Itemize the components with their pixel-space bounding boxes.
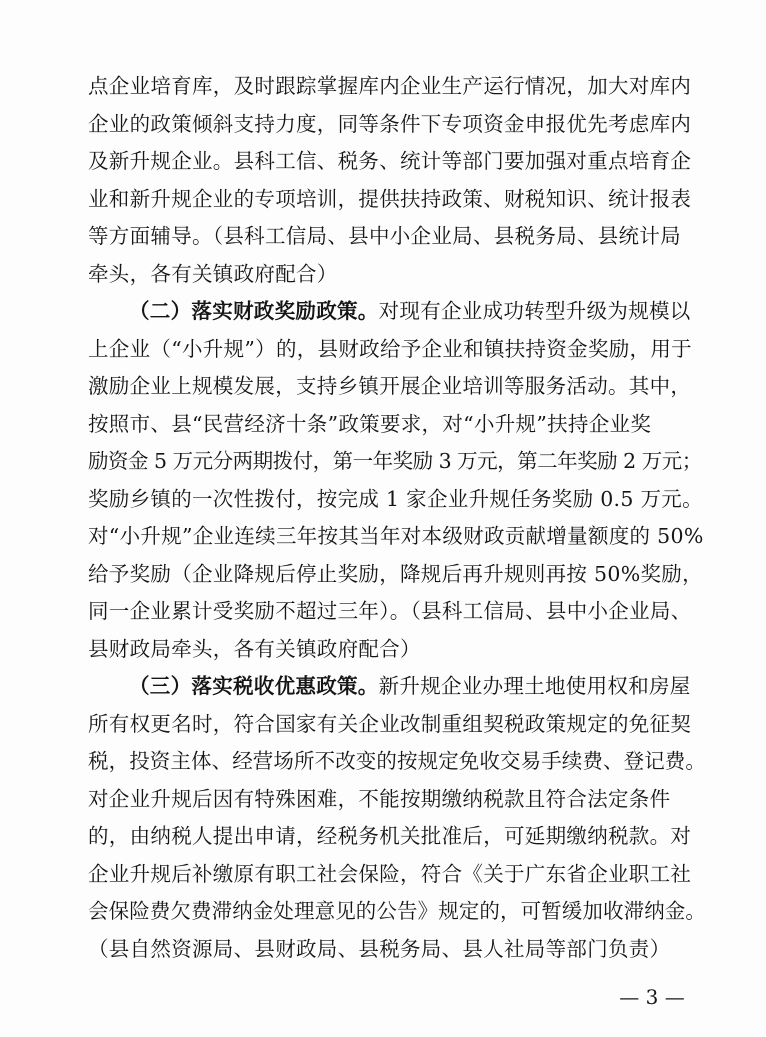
text-line: 会保险费欠费滞纳金处理意见的公告》规定的，可暂缓加收滞纳金。 [88, 899, 706, 923]
text-line: 企业的政策倾斜支持力度，同等条件下专项资金申报优先考虑库内 [88, 111, 692, 136]
text-line-first [88, 668, 708, 706]
paragraph-intro [88, 68, 708, 293]
text-line: 按照市、县“民营经济十条”政策要求，对“小升规”扶持企业奖 [88, 411, 652, 436]
text-line: 同一企业累计受奖励不超过三年）。（县科工信局、县中小企业局、 [88, 599, 692, 623]
text-line: 上企业（“小升规”）的，县财政给予企业和镇扶持资金奖励，用于 [88, 336, 692, 361]
text-line: 企业升规后补缴原有职工社会保险，符合《关于广东省企业职工社 [88, 861, 692, 886]
section-heading-tax-incentive: （三）落实税收优惠政策。 [129, 674, 379, 698]
text-line: 牵头，各有关镇政府配合） [88, 261, 338, 286]
text-line: 业和新升规企业的专项培训，提供扶持政策、财税知识、统计报表 [88, 186, 692, 211]
text-line: 励资金 5 万元分两期拨付，第一年奖励 3 万元，第二年奖励 2 万元； [88, 449, 702, 473]
page-number: — 3 — [619, 985, 685, 1009]
paragraph-fiscal-reward [88, 293, 708, 668]
section-heading-fiscal-reward: （二）落实财政奖励政策。 [129, 299, 379, 323]
text-line: 所有权更名时，符合国家有关企业改制重组契税政策规定的免征契 [88, 711, 692, 736]
document-body [88, 68, 708, 968]
text-line-first [88, 293, 708, 331]
text-line: 税，投资主体、经营场所不改变的按规定免收交易手续费、登记费。 [88, 749, 706, 773]
text-line-lead: 新升规企业办理土地使用权和房屋 [378, 674, 691, 698]
text-line: 奖励乡镇的一次性拨付，按完成 1 家企业升规任务奖励 0.5 万元。 [88, 486, 703, 511]
text-line: 对“小升规”企业连续三年按其当年对本级财政贡献增量额度的 50% [88, 524, 704, 548]
text-line: 激励企业上规模发展，支持乡镇开展企业培训等服务活动。其中， [88, 374, 692, 398]
text-line: 点企业培育库，及时跟踪掌握库内企业生产运行情况，加大对库内 [88, 74, 692, 98]
text-line: 给予奖励（企业降规后停止奖励，降规后再升规则再按 50%奖励， [88, 561, 703, 586]
text-line: 县财政局牵头，各有关镇政府配合） [88, 636, 421, 661]
text-line-lead: 对现有企业成功转型升级为规模以 [378, 299, 691, 323]
text-line: 等方面辅导。（县科工信局、县中小企业局、县税务局、县统计局 [88, 224, 681, 248]
text-line: 对企业升规后因有特殊困难，不能按期缴纳税款且符合法定条件 [88, 786, 671, 811]
paragraph-tax-incentive [88, 668, 708, 968]
text-line: 及新升规企业。县科工信、税务、统计等部门要加强对重点培育企 [88, 149, 692, 173]
text-line: 的，由纳税人提出申请，经税务机关批准后，可延期缴纳税款。对 [88, 824, 692, 848]
text-line: （县自然资源局、县财政局、县税务局、县人社局等部门负责） [88, 936, 671, 961]
